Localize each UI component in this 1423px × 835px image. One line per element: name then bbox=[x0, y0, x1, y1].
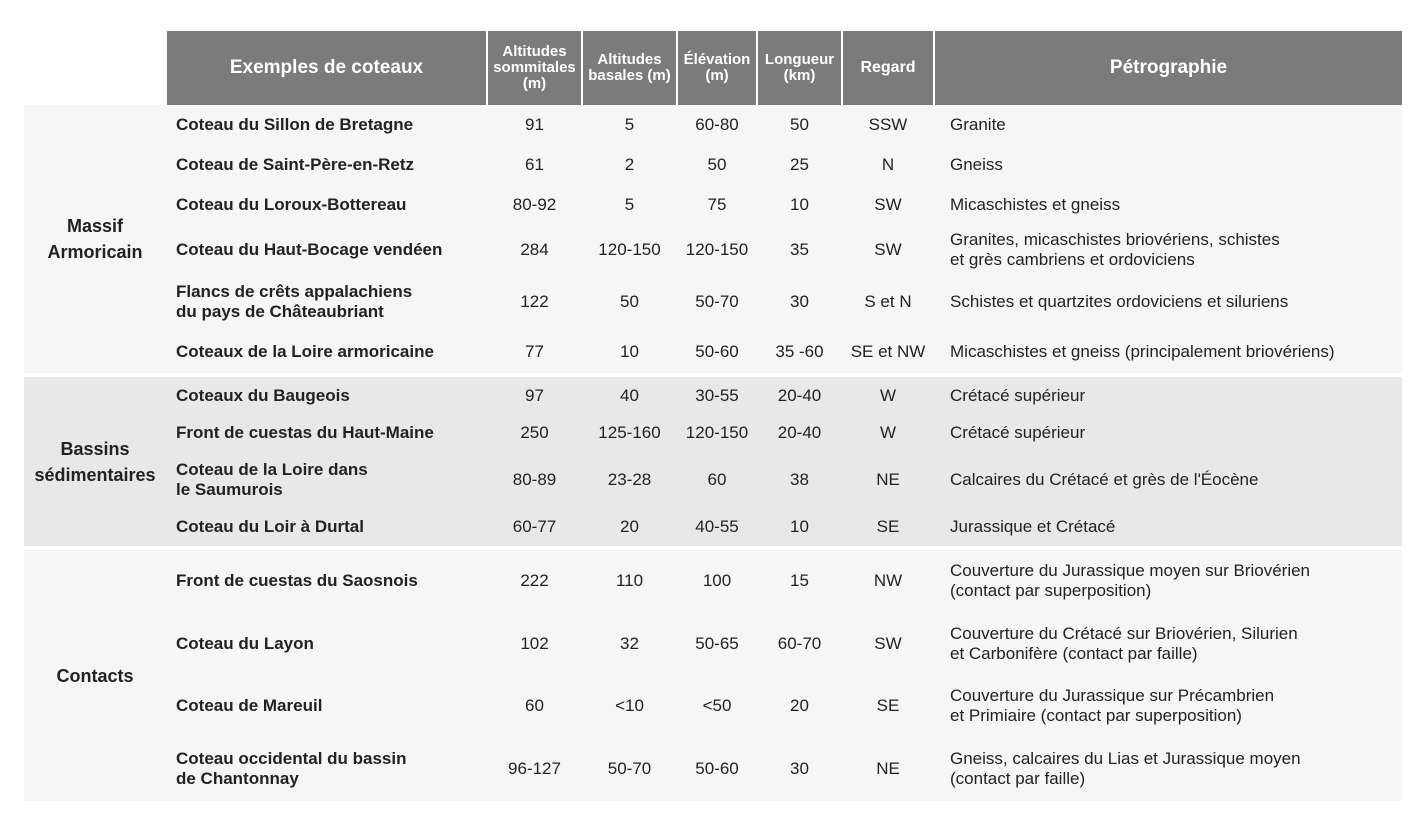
basal-cell: 40 bbox=[582, 377, 677, 414]
petrography-cell: Couverture du Crétacé sur Briovérien, Silurien et Carbonifère (contact par faille) bbox=[934, 611, 1402, 676]
length-cell: 50 bbox=[757, 105, 842, 145]
basal-cell: 125-160 bbox=[582, 414, 677, 452]
summit-cell: 80-92 bbox=[487, 185, 582, 225]
basal-cell: 32 bbox=[582, 611, 677, 676]
summit-cell: 97 bbox=[487, 377, 582, 414]
header-row bbox=[24, 31, 1402, 105]
elevation-cell: 60-80 bbox=[677, 105, 757, 145]
summit-cell: 122 bbox=[487, 274, 582, 330]
regard-cell: S et N bbox=[842, 274, 934, 330]
summit-cell: 250 bbox=[487, 414, 582, 452]
basal-cell: 5 bbox=[582, 105, 677, 145]
length-cell: 60-70 bbox=[757, 611, 842, 676]
petrography-cell: Granite bbox=[934, 105, 1402, 145]
header-regard: Regard bbox=[842, 31, 934, 105]
basal-cell: 10 bbox=[582, 330, 677, 373]
regard-cell: SW bbox=[842, 611, 934, 676]
length-cell: 10 bbox=[757, 508, 842, 546]
table-row bbox=[24, 225, 1402, 274]
summit-cell: 91 bbox=[487, 105, 582, 145]
table-row bbox=[24, 550, 1402, 611]
table-row bbox=[24, 185, 1402, 225]
length-cell: 38 bbox=[757, 452, 842, 508]
table-row bbox=[24, 330, 1402, 373]
regard-cell: N bbox=[842, 145, 934, 185]
table-row bbox=[24, 611, 1402, 676]
example-cell: Front de cuestas du Saosnois bbox=[166, 550, 487, 611]
length-cell: 10 bbox=[757, 185, 842, 225]
petrography-cell: Crétacé supérieur bbox=[934, 414, 1402, 452]
regard-cell: W bbox=[842, 377, 934, 414]
summit-cell: 60 bbox=[487, 676, 582, 736]
petrography-cell: Jurassique et Crétacé bbox=[934, 508, 1402, 546]
elevation-cell: 50-60 bbox=[677, 736, 757, 801]
petrography-cell: Gneiss, calcaires du Lias et Jurassique moyen (contact par faille) bbox=[934, 736, 1402, 801]
example-cell: Coteau du Sillon de Bretagne bbox=[166, 105, 487, 145]
petrography-cell: Granites, micaschistes briovériens, schistes et grès cambriens et ordoviciens bbox=[934, 225, 1402, 274]
summit-cell: 60-77 bbox=[487, 508, 582, 546]
table-row bbox=[24, 508, 1402, 546]
group-label: Contacts bbox=[24, 550, 166, 801]
table-row bbox=[24, 452, 1402, 508]
basal-cell: 50 bbox=[582, 274, 677, 330]
table-row bbox=[24, 274, 1402, 330]
summit-cell: 96-127 bbox=[487, 736, 582, 801]
summit-cell: 61 bbox=[487, 145, 582, 185]
regard-cell: NE bbox=[842, 452, 934, 508]
group-1 bbox=[24, 377, 1402, 546]
group-2 bbox=[24, 550, 1402, 801]
regard-cell: SE et NW bbox=[842, 330, 934, 373]
example-cell: Coteau du Haut-Bocage vendéen bbox=[166, 225, 487, 274]
basal-cell: <10 bbox=[582, 676, 677, 736]
length-cell: 30 bbox=[757, 736, 842, 801]
regard-cell: SSW bbox=[842, 105, 934, 145]
header-summit: Altitudes sommitales (m) bbox=[487, 31, 582, 105]
petrography-cell: Micaschistes et gneiss bbox=[934, 185, 1402, 225]
basal-cell: 20 bbox=[582, 508, 677, 546]
basal-cell: 110 bbox=[582, 550, 677, 611]
elevation-cell: 50-70 bbox=[677, 274, 757, 330]
basal-cell: 23-28 bbox=[582, 452, 677, 508]
elevation-cell: 60 bbox=[677, 452, 757, 508]
example-cell: Flancs de crêts appalachiens du pays de Châteaubriant bbox=[166, 274, 487, 330]
header-length: Longueur (km) bbox=[757, 31, 842, 105]
petrography-cell: Couverture du Jurassique moyen sur Briovérien (contact par superposition) bbox=[934, 550, 1402, 611]
basal-cell: 120-150 bbox=[582, 225, 677, 274]
elevation-cell: 75 bbox=[677, 185, 757, 225]
regard-cell: SW bbox=[842, 185, 934, 225]
elevation-cell: 120-150 bbox=[677, 414, 757, 452]
example-cell: Coteau du Loroux-Bottereau bbox=[166, 185, 487, 225]
regard-cell: SW bbox=[842, 225, 934, 274]
length-cell: 15 bbox=[757, 550, 842, 611]
petrography-cell: Schistes et quartzites ordoviciens et siluriens bbox=[934, 274, 1402, 330]
elevation-cell: 120-150 bbox=[677, 225, 757, 274]
group-label: Bassins sédimentaires bbox=[24, 377, 166, 546]
header-blank bbox=[24, 31, 166, 105]
header-examples: Exemples de coteaux bbox=[166, 31, 487, 105]
regard-cell: SE bbox=[842, 676, 934, 736]
basal-cell: 2 bbox=[582, 145, 677, 185]
summit-cell: 80-89 bbox=[487, 452, 582, 508]
table-row bbox=[24, 145, 1402, 185]
length-cell: 30 bbox=[757, 274, 842, 330]
length-cell: 25 bbox=[757, 145, 842, 185]
summit-cell: 102 bbox=[487, 611, 582, 676]
example-cell: Coteau du Layon bbox=[166, 611, 487, 676]
table-row bbox=[24, 105, 1402, 145]
regard-cell: NW bbox=[842, 550, 934, 611]
petrography-cell: Crétacé supérieur bbox=[934, 377, 1402, 414]
length-cell: 20-40 bbox=[757, 377, 842, 414]
petrography-cell: Micaschistes et gneiss (principalement briovériens) bbox=[934, 330, 1402, 373]
example-cell: Coteau du Loir à Durtal bbox=[166, 508, 487, 546]
summit-cell: 77 bbox=[487, 330, 582, 373]
elevation-cell: 50 bbox=[677, 145, 757, 185]
table-row bbox=[24, 676, 1402, 736]
example-cell: Coteaux du Baugeois bbox=[166, 377, 487, 414]
length-cell: 20-40 bbox=[757, 414, 842, 452]
table-row bbox=[24, 377, 1402, 414]
table-row bbox=[24, 736, 1402, 801]
regard-cell: W bbox=[842, 414, 934, 452]
header-elevation: Élévation (m) bbox=[677, 31, 757, 105]
regard-cell: NE bbox=[842, 736, 934, 801]
coteaux-table bbox=[24, 31, 1402, 801]
elevation-cell: 100 bbox=[677, 550, 757, 611]
example-cell: Coteaux de la Loire armoricaine bbox=[166, 330, 487, 373]
elevation-cell: 50-60 bbox=[677, 330, 757, 373]
petrography-cell: Couverture du Jurassique sur Précambrien et Primiaire (contact par superposition) bbox=[934, 676, 1402, 736]
group-0 bbox=[24, 105, 1402, 373]
length-cell: 35 -60 bbox=[757, 330, 842, 373]
petrography-cell: Gneiss bbox=[934, 145, 1402, 185]
elevation-cell: 40-55 bbox=[677, 508, 757, 546]
table-row bbox=[24, 414, 1402, 452]
summit-cell: 284 bbox=[487, 225, 582, 274]
example-cell: Coteau de Saint-Père-en-Retz bbox=[166, 145, 487, 185]
length-cell: 35 bbox=[757, 225, 842, 274]
elevation-cell: 30-55 bbox=[677, 377, 757, 414]
example-cell: Coteau de Mareuil bbox=[166, 676, 487, 736]
basal-cell: 5 bbox=[582, 185, 677, 225]
regard-cell: SE bbox=[842, 508, 934, 546]
header-basal: Altitudes basales (m) bbox=[582, 31, 677, 105]
example-cell: Coteau occidental du bassin de Chantonnay bbox=[166, 736, 487, 801]
elevation-cell: 50-65 bbox=[677, 611, 757, 676]
petrography-cell: Calcaires du Crétacé et grès de l'Éocène bbox=[934, 452, 1402, 508]
length-cell: 20 bbox=[757, 676, 842, 736]
example-cell: Coteau de la Loire dans le Saumurois bbox=[166, 452, 487, 508]
group-label: Massif Armoricain bbox=[24, 105, 166, 373]
example-cell: Front de cuestas du Haut-Maine bbox=[166, 414, 487, 452]
summit-cell: 222 bbox=[487, 550, 582, 611]
elevation-cell: <50 bbox=[677, 676, 757, 736]
header-petro: Pétrographie bbox=[934, 31, 1402, 105]
basal-cell: 50-70 bbox=[582, 736, 677, 801]
